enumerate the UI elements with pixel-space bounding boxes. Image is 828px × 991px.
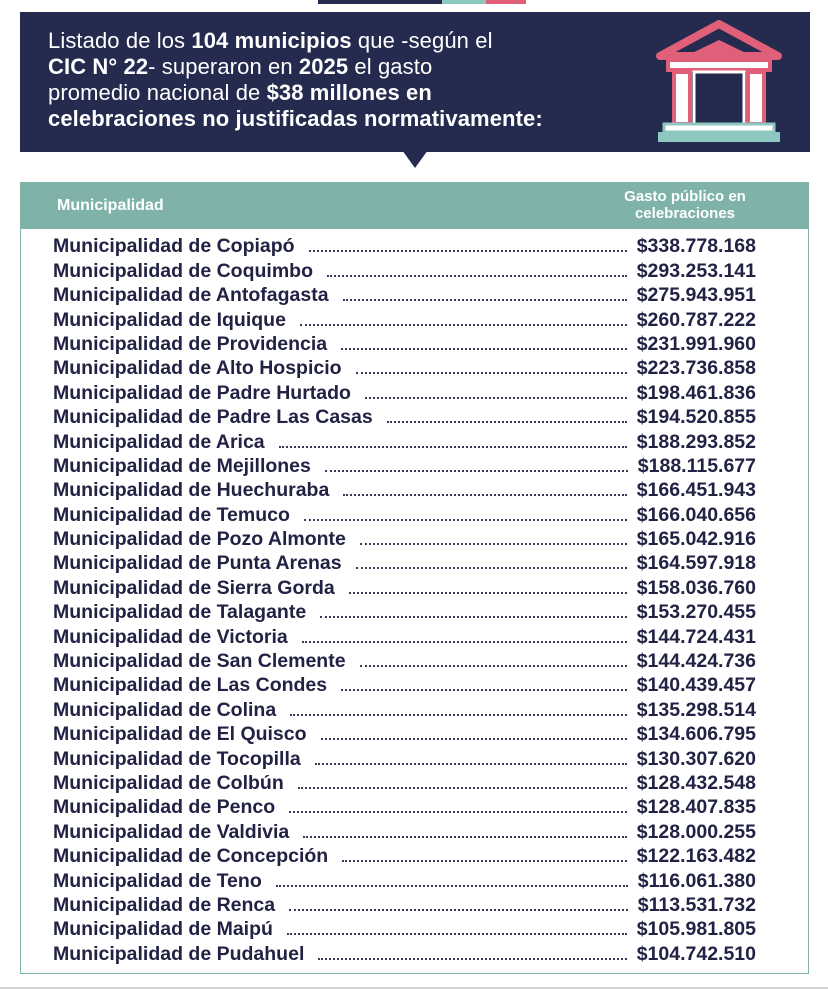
municipality-name: Municipalidad de Penco	[53, 796, 276, 819]
dotted-leader	[341, 348, 627, 350]
table-row	[21, 892, 808, 916]
header-line	[48, 54, 648, 80]
dotted-leader	[341, 689, 627, 691]
municipality-name: Municipalidad de Renca	[53, 893, 276, 916]
header-line	[48, 106, 648, 132]
municipality-name: Municipalidad de Tocopilla	[53, 747, 301, 770]
column-header-municipality: Municipalidad	[57, 197, 164, 214]
dotted-leader	[360, 665, 627, 667]
dotted-leader	[302, 641, 627, 643]
header-text-segment: promedio nacional de	[48, 80, 267, 105]
spending-amount: $128.000.255	[636, 820, 756, 843]
table-row	[21, 794, 808, 818]
municipality-name: Municipalidad de Punta Arenas	[53, 552, 342, 575]
dotted-leader	[304, 519, 627, 521]
column-header-spending: Gasto público en celebraciones	[624, 188, 746, 222]
table-header	[21, 183, 808, 229]
municipality-name: Municipalidad de Valdivia	[53, 820, 290, 843]
municipality-name: Municipalidad de Teno	[53, 869, 262, 892]
table-row	[21, 745, 808, 769]
top-color-marks	[318, 0, 528, 4]
spending-amount: $153.270.455	[636, 601, 756, 624]
dotted-leader	[343, 494, 626, 496]
table-row	[21, 233, 808, 257]
dotted-leader	[356, 372, 627, 374]
spending-amount: $113.531.732	[637, 893, 756, 916]
page-bottom-divider	[0, 987, 828, 989]
table-row	[21, 574, 808, 598]
spending-amount: $194.520.855	[636, 406, 756, 429]
spending-amount: $166.451.943	[636, 479, 756, 502]
header-banner	[20, 12, 810, 152]
header-text-segment: el gasto	[348, 54, 433, 79]
spending-amount: $188.293.852	[636, 430, 756, 453]
table-row	[21, 331, 808, 355]
table-row	[21, 477, 808, 501]
table-row	[21, 721, 808, 745]
spending-amount: $338.778.168	[636, 235, 756, 258]
table-row	[21, 818, 808, 842]
municipality-name: Municipalidad de Colina	[53, 698, 277, 721]
municipality-name: Municipalidad de Talagante	[53, 601, 307, 624]
spending-amount: $128.407.835	[636, 796, 756, 819]
municipality-name: Municipalidad de Antofagasta	[53, 284, 329, 307]
municipality-name: Municipalidad de Providencia	[53, 332, 328, 355]
municipality-name: Municipalidad de Temuco	[53, 503, 290, 526]
dotted-leader	[290, 714, 627, 716]
table-row	[21, 379, 808, 403]
dotted-leader	[289, 811, 627, 813]
dotted-leader	[320, 616, 627, 618]
spending-amount: $140.439.457	[636, 674, 756, 697]
municipality-name: Municipalidad de Coquimbo	[53, 259, 313, 282]
spending-table	[20, 182, 809, 974]
municipality-name: Municipalidad de Iquique	[53, 308, 286, 331]
header-text-segment: 104 municipios	[191, 28, 352, 53]
table-row	[21, 867, 808, 891]
table-row	[21, 526, 808, 550]
spending-amount: $275.943.951	[636, 284, 756, 307]
spending-amount: $198.461.836	[636, 381, 756, 404]
spending-amount: $134.606.795	[636, 723, 756, 746]
table-row	[21, 355, 808, 379]
municipality-name: Municipalidad de Copiapó	[53, 235, 295, 258]
table-row	[21, 501, 808, 525]
dotted-leader	[287, 933, 627, 935]
table-row	[21, 672, 808, 696]
municipality-name: Municipalidad de Concepción	[53, 845, 329, 868]
dotted-leader	[303, 836, 626, 838]
dotted-leader	[349, 592, 627, 594]
municipality-name: Municipalidad de Maipú	[53, 918, 273, 941]
table-row	[21, 550, 808, 574]
municipality-name: Municipalidad de Padre Las Casas	[53, 406, 373, 429]
table-row	[21, 940, 808, 964]
dotted-leader	[325, 470, 628, 472]
spending-amount: $188.115.677	[637, 454, 756, 477]
table-row	[21, 843, 808, 867]
table-row	[21, 257, 808, 281]
dotted-leader	[315, 763, 627, 765]
spending-amount: $144.724.431	[636, 625, 756, 648]
table-row	[21, 453, 808, 477]
header-text-segment: 2025	[298, 54, 349, 79]
spending-amount: $166.040.656	[636, 503, 756, 526]
municipality-name: Municipalidad de Pudahuel	[53, 942, 305, 965]
spending-amount: $128.432.548	[636, 771, 756, 794]
table-row	[21, 404, 808, 428]
table-row	[21, 428, 808, 452]
table-row	[21, 623, 808, 647]
dotted-leader	[300, 324, 627, 326]
dotted-leader	[360, 543, 627, 545]
spending-amount: $231.991.960	[636, 332, 756, 355]
banner-pointer	[402, 150, 428, 168]
dotted-leader	[343, 299, 627, 301]
spending-amount: $260.787.222	[636, 308, 756, 331]
header-text-segment: CIC N° 22	[48, 54, 149, 79]
municipality-name: Municipalidad de Las Condes	[53, 674, 328, 697]
dotted-leader	[365, 397, 627, 399]
municipality-name: Municipalidad de San Clemente	[53, 650, 346, 673]
municipality-name: Municipalidad de Arica	[53, 430, 265, 453]
dotted-leader	[289, 909, 628, 911]
spending-amount: $165.042.916	[636, 528, 756, 551]
header-text-segment: celebraciones no justificadas normativamente:	[48, 106, 543, 131]
dotted-leader	[342, 860, 627, 862]
table-body	[21, 233, 808, 965]
dotted-leader	[356, 567, 627, 569]
municipality-name: Municipalidad de Sierra Gorda	[53, 576, 335, 599]
government-building-icon	[652, 18, 786, 146]
spending-amount: $144.424.736	[636, 650, 756, 673]
spending-amount: $158.036.760	[636, 576, 756, 599]
municipality-name: Municipalidad de El Quisco	[53, 723, 307, 746]
spending-amount: $116.061.380	[637, 869, 756, 892]
header-line	[48, 80, 648, 106]
header-line	[48, 28, 648, 54]
dotted-leader	[321, 738, 627, 740]
spending-amount: $293.253.141	[636, 259, 756, 282]
header-text-segment: $38 millones en	[266, 80, 432, 105]
table-row	[21, 306, 808, 330]
table-row	[21, 916, 808, 940]
table-row	[21, 696, 808, 720]
spending-amount: $104.742.510	[636, 942, 756, 965]
municipality-name: Municipalidad de Mejillones	[53, 454, 311, 477]
dotted-leader	[279, 446, 627, 448]
municipality-name: Municipalidad de Victoria	[53, 625, 288, 648]
dotted-leader	[298, 787, 627, 789]
header-text-segment: Listado de los	[48, 28, 192, 53]
table-row	[21, 282, 808, 306]
municipality-name: Municipalidad de Pozo Almonte	[53, 528, 346, 551]
table-row	[21, 770, 808, 794]
dotted-leader	[318, 958, 626, 960]
municipality-name: Municipalidad de Padre Hurtado	[53, 381, 351, 404]
dotted-leader	[276, 885, 628, 887]
municipality-name: Municipalidad de Alto Hospicio	[53, 357, 342, 380]
spending-amount: $135.298.514	[636, 698, 756, 721]
table-row	[21, 599, 808, 623]
header-text-segment: que -según el	[351, 28, 493, 53]
spending-amount: $122.163.482	[636, 845, 756, 868]
municipality-name: Municipalidad de Colbún	[53, 771, 284, 794]
spending-amount: $130.307.620	[636, 747, 756, 770]
header-text	[48, 28, 648, 132]
table-row	[21, 648, 808, 672]
spending-amount: $164.597.918	[636, 552, 756, 575]
dotted-leader	[309, 250, 627, 252]
dotted-leader	[387, 421, 627, 423]
municipality-name: Municipalidad de Huechuraba	[53, 479, 330, 502]
dotted-leader	[327, 275, 627, 277]
header-text-segment: - superaron en	[148, 54, 299, 79]
spending-amount: $223.736.858	[636, 357, 756, 380]
spending-amount: $105.981.805	[636, 918, 756, 941]
